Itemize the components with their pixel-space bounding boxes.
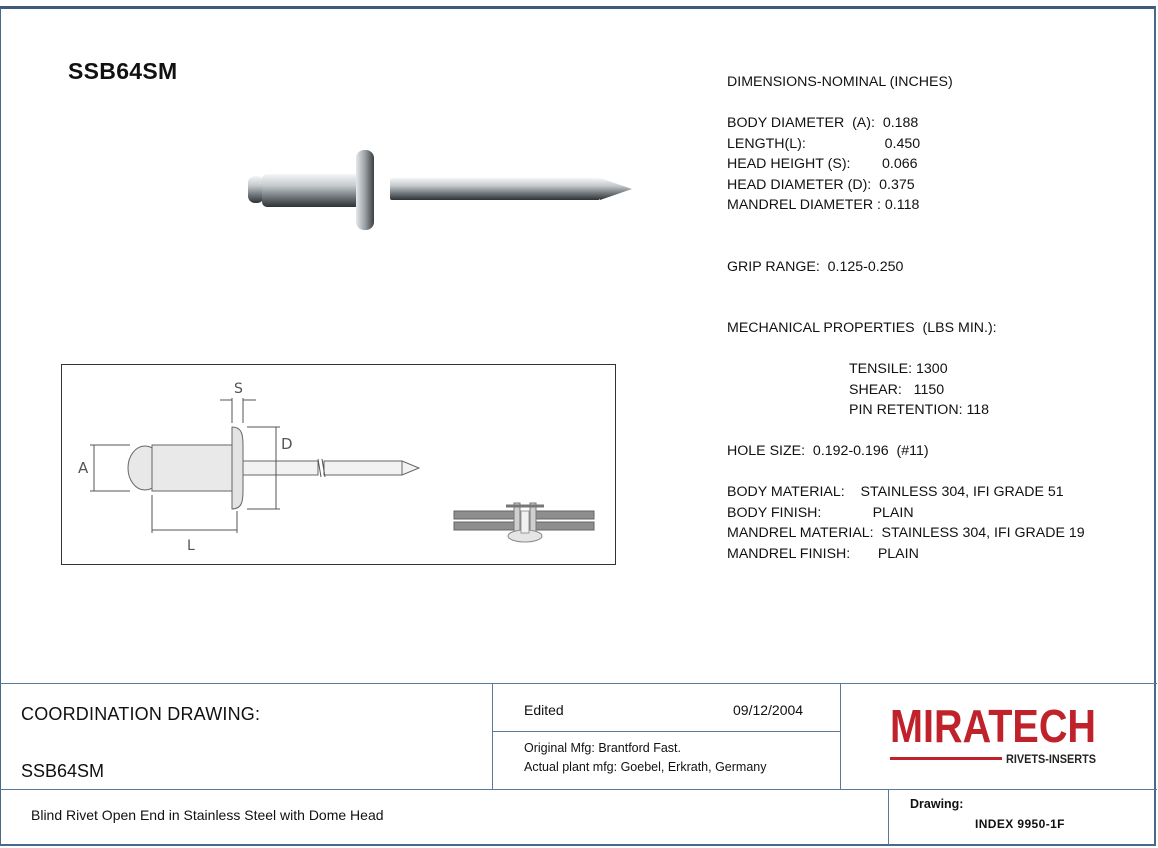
dimension-diagram <box>61 364 616 565</box>
body-diameter: BODY DIAMETER (A): 0.188 <box>727 115 919 131</box>
label-a: A <box>78 459 89 477</box>
mandrel-diameter: MANDREL DIAMETER : 0.118 <box>727 197 920 213</box>
divider <box>493 731 840 732</box>
drawing-index: INDEX 9950-1F <box>975 817 1065 831</box>
coordination-part-number: SSB64SM <box>21 761 105 781</box>
actual-plant-mfg: Actual plant mfg: Goebel, Erkrath, Germany <box>524 760 767 774</box>
pin-retention: PIN RETENTION: 118 <box>849 402 990 418</box>
coordination-drawing-title: COORDINATION DRAWING: <box>21 704 261 724</box>
drawing-label: Drawing: <box>910 797 964 811</box>
divider <box>840 683 841 789</box>
edited-label: Edited <box>524 702 564 718</box>
title-block-top-rule <box>0 683 1157 684</box>
mandrel-finish: MANDREL FINISH: PLAIN <box>727 545 919 562</box>
mandrel-material: MANDREL MATERIAL: STAINLESS 304, IFI GRADE 19 <box>727 525 1085 541</box>
label-d: D <box>281 435 293 453</box>
logo-tagline: RIVETS-INSERTS <box>1006 752 1096 766</box>
rivet-photo <box>240 145 635 235</box>
label-l: L <box>187 538 195 554</box>
head-diameter: HEAD DIAMETER (D): 0.375 <box>727 176 915 193</box>
mechanical-heading: MECHANICAL PROPERTIES (LBS MIN.): <box>727 320 997 336</box>
miratech-logo <box>888 698 1103 773</box>
original-mfg: Original Mfg: Brantford Fast. <box>524 741 682 755</box>
hole-size: HOLE SIZE: 0.192-0.196 (#11) <box>727 443 929 459</box>
head-height: HEAD HEIGHT (S): 0.066 <box>727 156 918 172</box>
logo-wordmark: MIRATECH <box>890 700 1096 752</box>
length: LENGTH(L): 0.450 <box>727 135 921 152</box>
label-s: S <box>234 381 243 397</box>
shear: SHEAR: 1150 <box>849 381 945 398</box>
dimensions-heading: DIMENSIONS-NOMINAL (INCHES) <box>727 74 953 90</box>
body-finish: BODY FINISH: PLAIN <box>727 504 914 521</box>
divider <box>0 789 1157 790</box>
divider <box>888 789 889 845</box>
part-description: Blind Rivet Open End in Stainless Steel with Dome Head <box>31 807 384 823</box>
edited-date: 09/12/2004 <box>733 702 804 718</box>
divider <box>492 683 493 789</box>
grip-range: GRIP RANGE: 0.125-0.250 <box>727 258 904 275</box>
specifications-block <box>727 72 1085 564</box>
tensile: TENSILE: 1300 <box>849 361 948 377</box>
part-number-title: SSB64SM <box>68 58 178 84</box>
installed-rivet-section <box>454 503 594 542</box>
body-material: BODY MATERIAL: STAINLESS 304, IFI GRADE 51 <box>727 484 1064 500</box>
